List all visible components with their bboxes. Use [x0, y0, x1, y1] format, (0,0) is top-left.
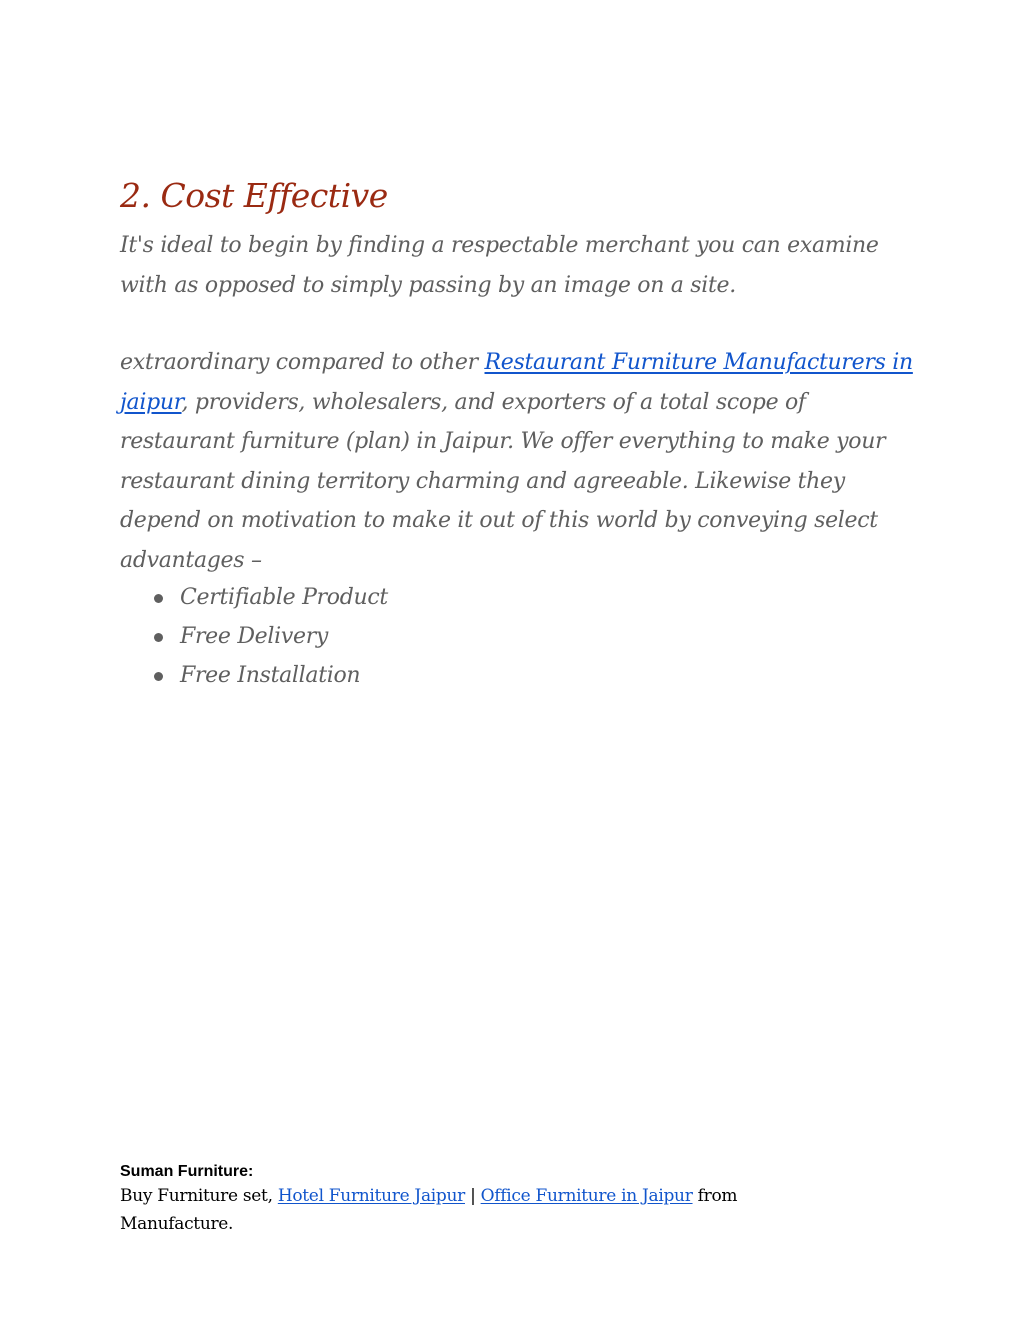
body-text-before-link: extraordinary compared to other	[120, 350, 485, 375]
intro-paragraph: It's ideal to begin by finding a respectable merchant you can examine with as opposed to simply passing by an image on a site.	[120, 233, 879, 298]
list-item-label: Free Installation	[180, 663, 361, 688]
list-item	[120, 656, 388, 695]
bullet-icon	[154, 672, 163, 681]
list-item-label: Free Delivery	[180, 624, 329, 649]
footer-text-before: Buy Furniture set,	[120, 1186, 278, 1206]
advantages-list	[120, 578, 388, 695]
list-item	[120, 617, 388, 656]
restaurant-furniture-link[interactable]: Restaurant Furniture Manufacturers in jaipur	[120, 350, 913, 415]
footer-text-after: from Manufacture.	[120, 1186, 738, 1234]
body-text-after-link: , providers, wholesalers, and exporters of a total scope of restaurant furniture (plan) in Jaipur. We offer everything to make your restaurant dining territory charming and agreeable. Likewise they depend on motivation to make it out of this world by conveying select advantages –	[120, 389, 886, 573]
list-item	[120, 578, 388, 617]
footer-text	[120, 1182, 810, 1238]
body-paragraph	[120, 343, 920, 580]
footer-separator: |	[464, 1186, 481, 1206]
footer-title: Suman Furniture:	[120, 1163, 254, 1180]
hotel-furniture-link[interactable]: Hotel Furniture Jaipur	[277, 1186, 465, 1206]
bullet-icon	[154, 633, 163, 642]
list-item-label: Certifiable Product	[180, 585, 388, 610]
bullet-icon	[154, 594, 163, 603]
section-heading: 2. Cost Effective	[120, 176, 388, 215]
office-furniture-link[interactable]: Office Furniture in Jaipur	[480, 1186, 693, 1206]
